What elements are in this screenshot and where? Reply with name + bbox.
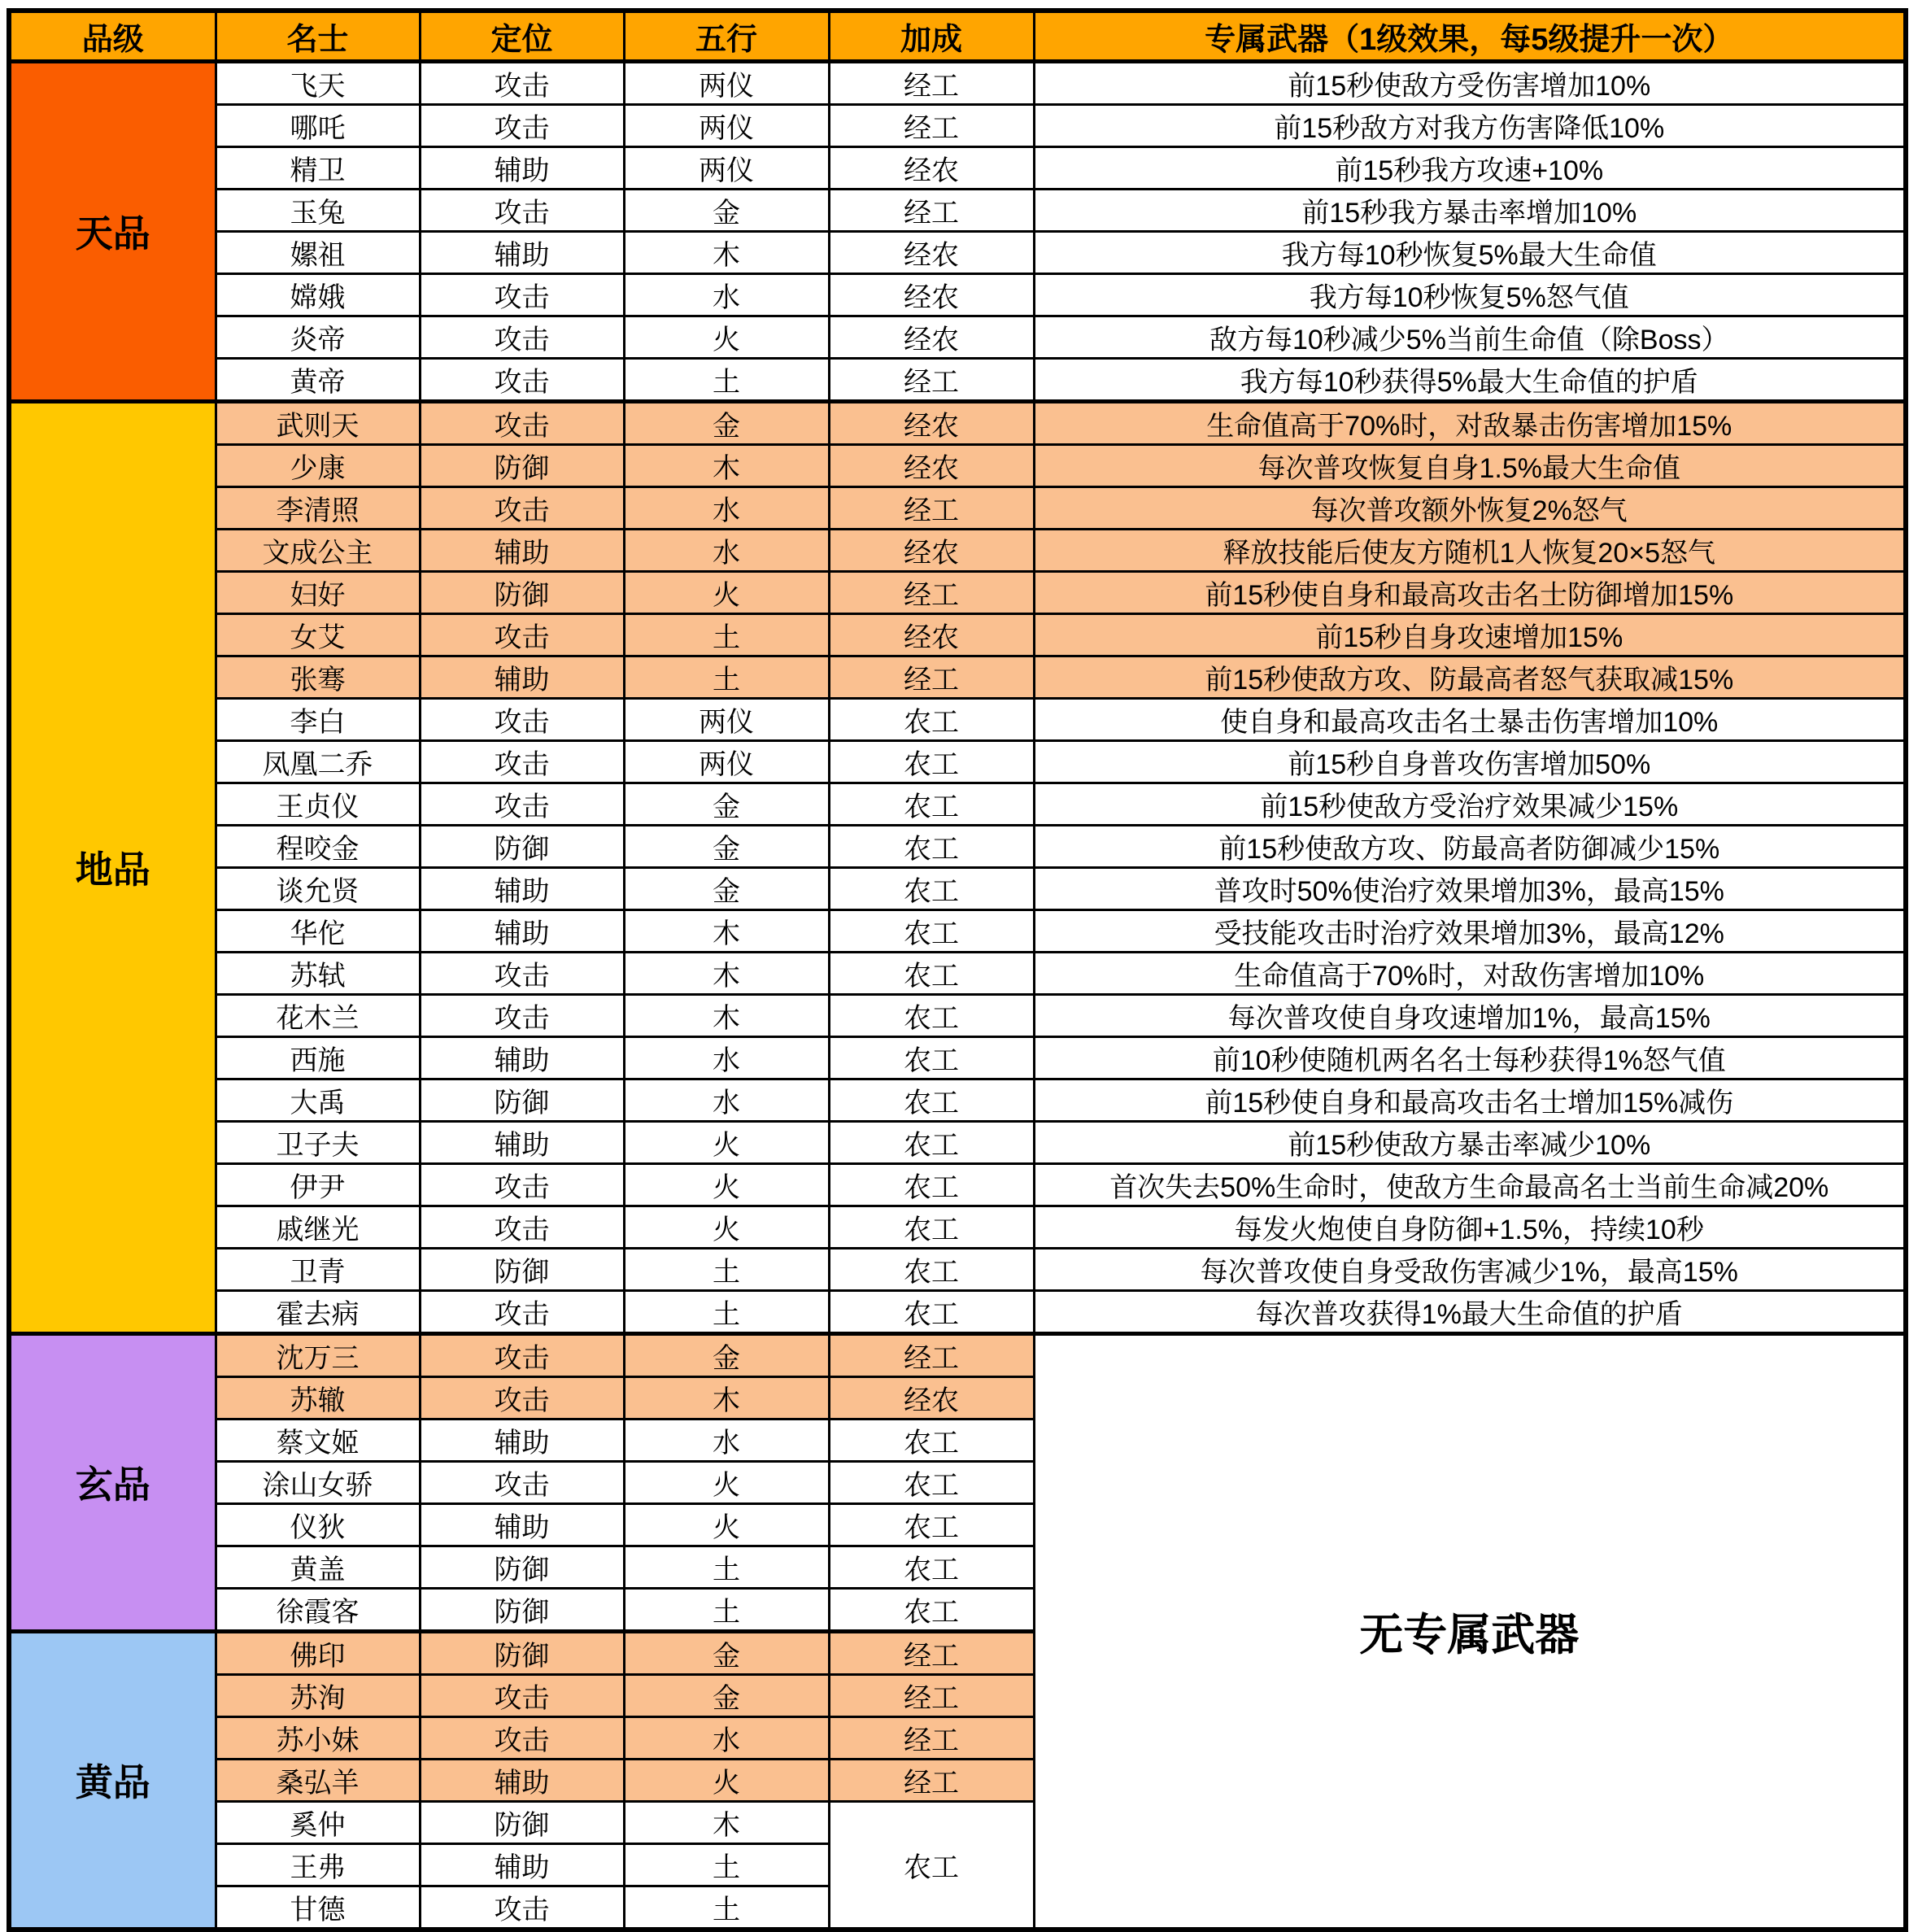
weapon-cell: 前15秒自身攻速增加15% [1034, 613, 1906, 656]
table-row [9, 1121, 1906, 1163]
bonus-cell: 经农 [829, 146, 1034, 189]
bonus-cell: 经工 [829, 486, 1034, 529]
weapon-cell: 前15秒使敌方受伤害增加10% [1034, 61, 1906, 104]
bonus-cell: 经农 [829, 401, 1034, 444]
table-row [9, 698, 1906, 740]
name-cell: 谈允贤 [216, 867, 420, 909]
tier-cell-tian: 天品 [9, 61, 216, 401]
element-cell: 土 [624, 613, 829, 656]
bonus-cell: 经农 [829, 444, 1034, 486]
table-row [9, 740, 1906, 783]
table-row [9, 656, 1906, 698]
name-cell: 李清照 [216, 486, 420, 529]
name-cell: 嫘祖 [216, 231, 420, 273]
role-cell: 攻击 [420, 401, 624, 444]
weapon-cell: 我方每10秒恢复5%最大生命值 [1034, 231, 1906, 273]
role-cell: 攻击 [420, 1716, 624, 1759]
table-row [9, 952, 1906, 994]
element-cell: 水 [624, 1036, 829, 1079]
bonus-cell: 经农 [829, 529, 1034, 571]
element-cell: 火 [624, 1503, 829, 1546]
role-cell: 辅助 [420, 529, 624, 571]
element-cell: 水 [624, 273, 829, 316]
name-cell: 黄盖 [216, 1546, 420, 1588]
header-cell-grade: 品级 [9, 11, 216, 61]
bonus-cell: 农工 [829, 1419, 1034, 1461]
weapon-cell: 前15秒使敌方受治疗效果减少15% [1034, 783, 1906, 825]
role-cell: 攻击 [420, 698, 624, 740]
weapon-cell: 生命值高于70%时，对敌伤害增加10% [1034, 952, 1906, 994]
table-row [9, 613, 1906, 656]
bonus-cell: 经农 [829, 231, 1034, 273]
role-cell: 防御 [420, 1546, 624, 1588]
role-cell: 防御 [420, 1588, 624, 1631]
role-cell: 辅助 [420, 1503, 624, 1546]
element-cell: 金 [624, 867, 829, 909]
table-row [9, 1206, 1906, 1248]
weapon-cell: 每次普攻获得1%最大生命值的护盾 [1034, 1290, 1906, 1333]
bonus-cell: 经工 [829, 104, 1034, 146]
name-cell: 程咬金 [216, 825, 420, 867]
element-cell: 水 [624, 1419, 829, 1461]
table-row [9, 146, 1906, 189]
name-cell: 张骞 [216, 656, 420, 698]
role-cell: 攻击 [420, 1333, 624, 1376]
bonus-cell: 经工 [829, 61, 1034, 104]
table-row [9, 61, 1906, 104]
header-cell-element: 五行 [624, 11, 829, 61]
bonus-cell: 农工 [829, 1290, 1034, 1333]
name-cell: 哪吒 [216, 104, 420, 146]
table-row [9, 1036, 1906, 1079]
element-cell: 木 [624, 231, 829, 273]
role-cell: 防御 [420, 444, 624, 486]
table-row [9, 358, 1906, 401]
role-cell: 攻击 [420, 994, 624, 1036]
role-cell: 辅助 [420, 656, 624, 698]
role-cell: 攻击 [420, 1163, 624, 1206]
element-cell: 火 [624, 316, 829, 358]
role-cell: 防御 [420, 571, 624, 613]
element-cell: 金 [624, 1333, 829, 1376]
name-cell: 徐霞客 [216, 1588, 420, 1631]
element-cell: 水 [624, 1079, 829, 1121]
role-cell: 攻击 [420, 1290, 624, 1333]
weapon-cell: 我方每10秒获得5%最大生命值的护盾 [1034, 358, 1906, 401]
weapon-cell: 受技能攻击时治疗效果增加3%，最高12% [1034, 909, 1906, 952]
element-cell: 金 [624, 189, 829, 231]
header-cell-bonus: 加成 [829, 11, 1034, 61]
role-cell: 攻击 [420, 740, 624, 783]
name-cell: 武则天 [216, 401, 420, 444]
role-cell: 辅助 [420, 146, 624, 189]
name-cell: 苏辙 [216, 1376, 420, 1419]
weapon-cell: 使自身和最高攻击名士暴击伤害增加10% [1034, 698, 1906, 740]
name-cell: 佛印 [216, 1631, 420, 1674]
name-cell: 西施 [216, 1036, 420, 1079]
tier-cell-xuan: 玄品 [9, 1333, 216, 1631]
table-body [9, 61, 1906, 1930]
weapon-cell: 每次普攻恢复自身1.5%最大生命值 [1034, 444, 1906, 486]
weapon-cell: 前15秒使敌方暴击率减少10% [1034, 1121, 1906, 1163]
role-cell: 辅助 [420, 1121, 624, 1163]
name-cell: 戚继光 [216, 1206, 420, 1248]
role-cell: 攻击 [420, 104, 624, 146]
weapon-cell: 我方每10秒恢复5%怒气值 [1034, 273, 1906, 316]
role-cell: 攻击 [420, 1461, 624, 1503]
bonus-cell: 经工 [829, 1631, 1034, 1674]
header-row [9, 11, 1906, 61]
bonus-cell: 农工 [829, 1503, 1034, 1546]
element-cell: 土 [624, 358, 829, 401]
element-cell: 金 [624, 825, 829, 867]
element-cell: 金 [624, 401, 829, 444]
table-row [9, 529, 1906, 571]
name-cell: 炎帝 [216, 316, 420, 358]
name-cell: 华佗 [216, 909, 420, 952]
name-cell: 苏小妹 [216, 1716, 420, 1759]
name-cell: 桑弘羊 [216, 1759, 420, 1801]
role-cell: 辅助 [420, 867, 624, 909]
element-cell: 火 [624, 1461, 829, 1503]
weapon-cell: 释放技能后使友方随机1人恢复20×5怒气 [1034, 529, 1906, 571]
element-cell: 土 [624, 1546, 829, 1588]
weapon-cell: 普攻时50%使治疗效果增加3%，最高15% [1034, 867, 1906, 909]
weapon-cell: 前10秒使随机两名名士每秒获得1%怒气值 [1034, 1036, 1906, 1079]
element-cell: 土 [624, 1588, 829, 1631]
bonus-cell: 农工 [829, 1163, 1034, 1206]
bonus-cell: 农工 [829, 867, 1034, 909]
element-cell: 两仪 [624, 104, 829, 146]
name-cell: 苏洵 [216, 1674, 420, 1716]
element-cell: 土 [624, 1290, 829, 1333]
element-cell: 土 [624, 1248, 829, 1290]
role-cell: 攻击 [420, 1886, 624, 1930]
role-cell: 辅助 [420, 1759, 624, 1801]
role-cell: 攻击 [420, 273, 624, 316]
role-cell: 攻击 [420, 486, 624, 529]
tier-cell-di: 地品 [9, 401, 216, 1333]
element-cell: 金 [624, 1631, 829, 1674]
bonus-cell: 经工 [829, 656, 1034, 698]
role-cell: 攻击 [420, 783, 624, 825]
tier-table [7, 8, 1908, 1932]
element-cell: 水 [624, 486, 829, 529]
bonus-cell: 农工 [829, 1206, 1034, 1248]
table-row [9, 1290, 1906, 1333]
table-row [9, 1248, 1906, 1290]
table-row [9, 1163, 1906, 1206]
bonus-cell: 农工 [829, 1036, 1034, 1079]
weapon-cell: 前15秒使自身和最高攻击名士增加15%减伤 [1034, 1079, 1906, 1121]
bonus-cell: 经工 [829, 1674, 1034, 1716]
name-cell: 王贞仪 [216, 783, 420, 825]
element-cell: 土 [624, 656, 829, 698]
header-cell-name: 名士 [216, 11, 420, 61]
element-cell: 两仪 [624, 740, 829, 783]
element-cell: 木 [624, 952, 829, 994]
bonus-cell: 农工 [829, 740, 1034, 783]
weapon-cell: 前15秒使敌方攻、防最高者怒气获取减15% [1034, 656, 1906, 698]
name-cell: 卫青 [216, 1248, 420, 1290]
table-row [9, 444, 1906, 486]
element-cell: 木 [624, 1376, 829, 1419]
table-row [9, 316, 1906, 358]
no-weapon-cell: 无专属武器 [1034, 1333, 1906, 1930]
name-cell: 凤凰二乔 [216, 740, 420, 783]
name-cell: 沈万三 [216, 1333, 420, 1376]
name-cell: 涂山女骄 [216, 1461, 420, 1503]
role-cell: 辅助 [420, 909, 624, 952]
name-cell: 玉兔 [216, 189, 420, 231]
element-cell: 两仪 [624, 146, 829, 189]
element-cell: 木 [624, 909, 829, 952]
name-cell: 蔡文姬 [216, 1419, 420, 1461]
table-row [9, 104, 1906, 146]
bonus-cell: 农工 [829, 1248, 1034, 1290]
element-cell: 两仪 [624, 698, 829, 740]
weapon-cell: 前15秒我方攻速+10% [1034, 146, 1906, 189]
role-cell: 防御 [420, 1079, 624, 1121]
weapon-cell: 每发火炮使自身防御+1.5%，持续10秒 [1034, 1206, 1906, 1248]
bonus-cell: 农工 [829, 909, 1034, 952]
element-cell: 木 [624, 994, 829, 1036]
bonus-cell: 农工 [829, 825, 1034, 867]
bonus-cell: 农工 [829, 698, 1034, 740]
element-cell: 火 [624, 1163, 829, 1206]
bonus-cell: 农工 [829, 1546, 1034, 1588]
name-cell: 嫦娥 [216, 273, 420, 316]
table-row [9, 486, 1906, 529]
weapon-cell: 每次普攻使自身攻速增加1%，最高15% [1034, 994, 1906, 1036]
element-cell: 火 [624, 571, 829, 613]
role-cell: 攻击 [420, 1674, 624, 1716]
bonus-cell: 经农 [829, 273, 1034, 316]
name-cell: 大禹 [216, 1079, 420, 1121]
role-cell: 防御 [420, 1801, 624, 1843]
name-cell: 王弗 [216, 1843, 420, 1886]
bonus-cell: 农工 [829, 1079, 1034, 1121]
table-row [9, 783, 1906, 825]
element-cell: 水 [624, 529, 829, 571]
table-row [9, 1333, 1906, 1376]
bonus-cell: 经工 [829, 1716, 1034, 1759]
element-cell: 火 [624, 1121, 829, 1163]
bonus-cell: 农工 [829, 1588, 1034, 1631]
bonus-cell: 经工 [829, 1759, 1034, 1801]
weapon-cell: 首次失去50%生命时，使敌方生命最高名士当前生命减20% [1034, 1163, 1906, 1206]
name-cell: 精卫 [216, 146, 420, 189]
name-cell: 奚仲 [216, 1801, 420, 1843]
element-cell: 火 [624, 1759, 829, 1801]
table-header [9, 11, 1906, 61]
weapon-cell: 敌方每10秒减少5%当前生命值（除Boss） [1034, 316, 1906, 358]
element-cell: 水 [624, 1716, 829, 1759]
name-cell: 少康 [216, 444, 420, 486]
header-cell-weapon: 专属武器（1级效果，每5级提升一次） [1034, 11, 1906, 61]
table-row [9, 189, 1906, 231]
header-cell-role: 定位 [420, 11, 624, 61]
name-cell: 文成公主 [216, 529, 420, 571]
name-cell: 卫子夫 [216, 1121, 420, 1163]
tier-cell-huang: 黄品 [9, 1631, 216, 1930]
weapon-cell: 生命值高于70%时，对敌暴击伤害增加15% [1034, 401, 1906, 444]
bonus-cell: 农工 [829, 994, 1034, 1036]
bonus-cell: 农工 [829, 783, 1034, 825]
bonus-cell: 农工 [829, 952, 1034, 994]
weapon-cell: 前15秒自身普攻伤害增加50% [1034, 740, 1906, 783]
bonus-cell: 经工 [829, 358, 1034, 401]
name-cell: 女艾 [216, 613, 420, 656]
table-row [9, 909, 1906, 952]
weapon-cell: 前15秒使自身和最高攻击名士防御增加15% [1034, 571, 1906, 613]
weapon-cell: 每次普攻使自身受敌伤害减少1%，最高15% [1034, 1248, 1906, 1290]
role-cell: 攻击 [420, 189, 624, 231]
role-cell: 攻击 [420, 61, 624, 104]
table-row [9, 994, 1906, 1036]
table-row [9, 1079, 1906, 1121]
table-row [9, 867, 1906, 909]
role-cell: 防御 [420, 1248, 624, 1290]
table-row [9, 273, 1906, 316]
element-cell: 土 [624, 1843, 829, 1886]
bonus-cell: 农工 [829, 1461, 1034, 1503]
role-cell: 防御 [420, 1631, 624, 1674]
element-cell: 火 [624, 1206, 829, 1248]
bonus-cell: 农工 [829, 1801, 1034, 1930]
role-cell: 攻击 [420, 358, 624, 401]
tier-table-wrapper [7, 8, 1908, 1932]
name-cell: 霍去病 [216, 1290, 420, 1333]
weapon-cell: 前15秒我方暴击率增加10% [1034, 189, 1906, 231]
bonus-cell: 农工 [829, 1121, 1034, 1163]
role-cell: 攻击 [420, 613, 624, 656]
weapon-cell: 前15秒敌方对我方伤害降低10% [1034, 104, 1906, 146]
role-cell: 辅助 [420, 1843, 624, 1886]
bonus-cell: 经农 [829, 613, 1034, 656]
element-cell: 木 [624, 1801, 829, 1843]
weapon-cell: 每次普攻额外恢复2%怒气 [1034, 486, 1906, 529]
name-cell: 妇好 [216, 571, 420, 613]
table-row [9, 825, 1906, 867]
element-cell: 两仪 [624, 61, 829, 104]
bonus-cell: 经工 [829, 571, 1034, 613]
table-row [9, 231, 1906, 273]
role-cell: 攻击 [420, 1206, 624, 1248]
bonus-cell: 经工 [829, 189, 1034, 231]
bonus-cell: 经工 [829, 1333, 1034, 1376]
table-row [9, 571, 1906, 613]
name-cell: 苏轼 [216, 952, 420, 994]
element-cell: 木 [624, 444, 829, 486]
bonus-cell: 经农 [829, 316, 1034, 358]
element-cell: 金 [624, 1674, 829, 1716]
name-cell: 伊尹 [216, 1163, 420, 1206]
role-cell: 防御 [420, 825, 624, 867]
role-cell: 辅助 [420, 1419, 624, 1461]
name-cell: 甘德 [216, 1886, 420, 1930]
name-cell: 仪狄 [216, 1503, 420, 1546]
name-cell: 飞天 [216, 61, 420, 104]
element-cell: 金 [624, 783, 829, 825]
table-row [9, 401, 1906, 444]
role-cell: 辅助 [420, 1036, 624, 1079]
bonus-cell: 经农 [829, 1376, 1034, 1419]
name-cell: 李白 [216, 698, 420, 740]
name-cell: 花木兰 [216, 994, 420, 1036]
name-cell: 黄帝 [216, 358, 420, 401]
element-cell: 土 [624, 1886, 829, 1930]
role-cell: 攻击 [420, 952, 624, 994]
role-cell: 攻击 [420, 1376, 624, 1419]
role-cell: 攻击 [420, 316, 624, 358]
weapon-cell: 前15秒使敌方攻、防最高者防御减少15% [1034, 825, 1906, 867]
role-cell: 辅助 [420, 231, 624, 273]
